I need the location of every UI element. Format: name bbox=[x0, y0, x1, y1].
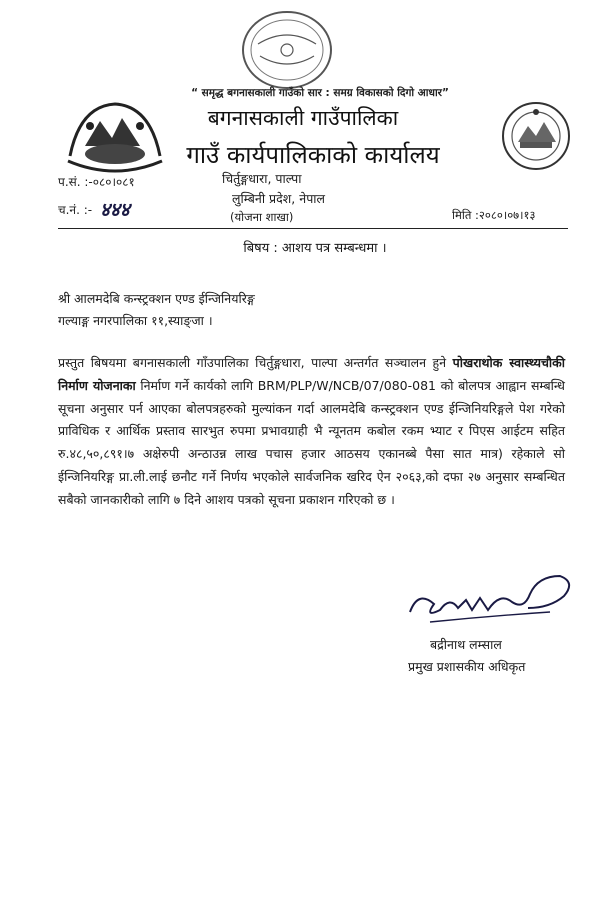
section-name: (योजना शाखा) bbox=[230, 210, 294, 224]
dispatch-label: च.नं. :- bbox=[58, 203, 93, 217]
org-name: बगनासकाली गाउँपालिका bbox=[207, 106, 399, 130]
signature bbox=[400, 562, 580, 637]
office-stamp bbox=[238, 6, 336, 94]
municipality-seal bbox=[500, 100, 572, 172]
office-name: गाउँ कार्यपालिकाको कार्यालय bbox=[186, 141, 440, 169]
project-name: पोखराथोक स्वास्थ्यचौकी निर्माण योजनाका bbox=[58, 355, 565, 393]
letter-body bbox=[58, 352, 565, 512]
letter-date: मिति :२०८०।०७।१३ bbox=[452, 208, 536, 222]
address-line-1: चिर्तुङ्गधारा, पाल्पा bbox=[222, 171, 302, 186]
signer-designation: प्रमुख प्रशासकीय अधिकृत bbox=[408, 659, 526, 674]
reference-number: प.सं. :-०८०।०८१ bbox=[58, 175, 135, 189]
slogan: “ समृद्ध बगनासकाली गाउँको सार : समग्र विकासको दिगो आधार” bbox=[191, 87, 449, 99]
municipality-seal-icon bbox=[500, 100, 572, 172]
dispatch-value: ४४४ bbox=[100, 199, 130, 221]
subject-line: बिषय : आशय पत्र सम्बन्धमा । bbox=[243, 241, 387, 256]
nepal-emblem bbox=[60, 96, 170, 176]
recipient-name: श्री आलमदेबि कन्स्ट्रक्शन एण्ड ईन्जिनियरिङ्ग bbox=[58, 291, 255, 306]
nepal-emblem-icon bbox=[60, 96, 170, 176]
address-line-2: लुम्बिनी प्रदेश, नेपाल bbox=[232, 191, 326, 206]
signature-icon bbox=[400, 562, 580, 637]
recipient-address: गल्याङ्ग नगरपालिका ११,स्याङ्जा । bbox=[58, 313, 213, 328]
body-intro: प्रस्तुत बिषयमा बगनासकाली गाँउपालिका चिर्तुङ्गधारा, पाल्पा अन्तर्गत सञ्चालन हुने bbox=[58, 355, 447, 370]
dispatch-number bbox=[58, 194, 130, 220]
body-main: निर्माण गर्ने कार्यको लागि BRM/PLP/W/NCB/07/080-081 को बोलपत्र आह्वान सम्बन्धि सूचना अनुसार पर्न आएका बोलपत्रहरुको मुल्यांकन गर्दा आलमदेबि कन्स्ट्रक्शन एण्ड ईन्जिनियरिङ्गले पेश गरेको प्राविधिक र आर्थिक प्रस्ताव सारभुत रुपमा प्रभावग्राही भै न्यूनतम कबोल रकम भ्याट र पिएस आईटम सहित रु.४८,५०,८९१।७ अक्षेरुपी अन्ठाउन्न लाख पचास हजार आठसय एकानब्बे पैसा सात मात्र) रहेकाले सो ईन्जिनियरिङ्ग प्रा.ली.लाई छनौट गर्ने निर्णय भएकोले सार्वजनिक खरिद ऐन २०६३,को दफा २७ अनुसार सम्बन्धित सबैको जानकारीको लागि ७ दिने आशय पत्रको सूचना प्रकाशन गरिएको छ । bbox=[58, 377, 565, 507]
header-divider bbox=[58, 228, 568, 229]
signer-name: बद्रीनाथ लम्साल bbox=[430, 637, 502, 652]
stamp-icon bbox=[238, 6, 336, 94]
